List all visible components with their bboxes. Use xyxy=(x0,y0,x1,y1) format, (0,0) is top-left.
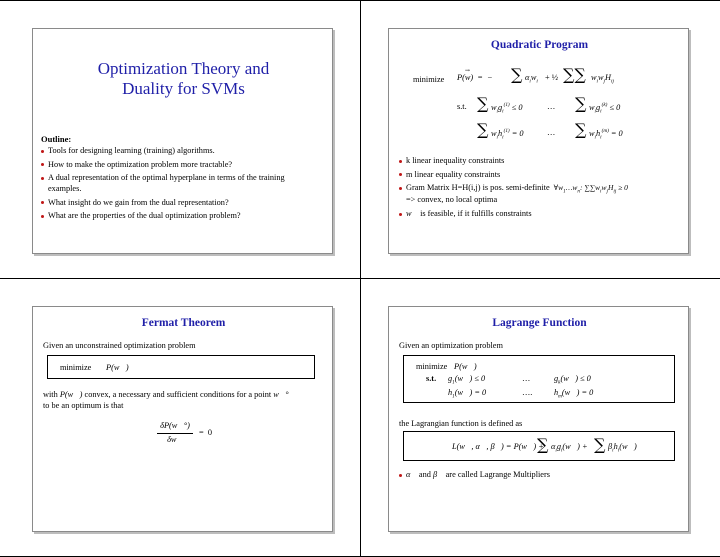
fraction-bar xyxy=(157,433,193,434)
slide-3-intro: Given an unconstrained optimization problem xyxy=(43,341,196,350)
box-objective: P(w⃗) xyxy=(106,363,129,372)
sum-symbol: ∑ xyxy=(575,120,587,139)
problem-box xyxy=(403,355,675,403)
g1-constraint: $g_1(w⃗) \le 0$ xyxy=(448,374,486,386)
plus-half: + ½ xyxy=(545,73,558,82)
constraint-inequality xyxy=(413,95,673,119)
ellipsis: … xyxy=(522,374,531,383)
multiplier-bullets xyxy=(399,470,684,484)
box-objective: P(w⃗) xyxy=(454,362,477,371)
convexity-text xyxy=(43,389,327,411)
objective-lhs: P(w → ) = − xyxy=(457,67,493,82)
qp-bullet xyxy=(399,209,684,220)
equals-zero: = 0 xyxy=(199,428,212,437)
condition-text: convex, a necessary and sufficient conditions for a point xyxy=(84,390,272,399)
slide-4 xyxy=(388,306,689,532)
qp-bullet: k linear inequality constraints xyxy=(399,156,684,167)
sum-symbol: ∑ xyxy=(594,435,606,454)
alpha-term: $\alpha_ig_i(w⃗)$ + xyxy=(551,442,588,454)
objective-formula xyxy=(413,65,673,93)
minimize-label: minimize xyxy=(413,75,445,84)
outline-label: Outline: xyxy=(41,134,72,144)
outline-list xyxy=(41,146,311,225)
box-st-label: s.t. xyxy=(426,374,437,383)
slide-2 xyxy=(388,28,689,254)
box-minimize-label: minimize xyxy=(416,362,448,371)
sum-symbol: ∑ xyxy=(511,65,523,84)
minimize-box xyxy=(47,355,315,379)
fermat-equation xyxy=(157,421,237,451)
lagrangian-lhs: L(w⃗, α⃗, β⃗) = P(w⃗) + xyxy=(452,442,544,451)
sum-symbol: ∑ xyxy=(477,120,489,139)
denominator: δw⃗ xyxy=(167,435,183,444)
sum-symbol: ∑ xyxy=(575,94,587,113)
equality-1: $w_ih_i^{(1)} = 0$ xyxy=(491,128,524,141)
outline-item: Tools for designing learning (training) algorithms. xyxy=(41,146,311,157)
objective-term-1: $\alpha_iw_i$ xyxy=(525,73,538,85)
ellipsis: …. xyxy=(522,388,533,397)
slide-3 xyxy=(32,306,333,532)
st-label: s.t. xyxy=(457,102,467,111)
optimum-text: to be an optimum is that xyxy=(43,401,124,411)
lagrangian-intro: the Lagrangian function is defined as xyxy=(399,419,523,428)
sum-symbol: ∑∑ xyxy=(563,65,586,84)
qp-bullet-continuation: => convex, no local optima xyxy=(406,195,498,205)
gram-text: Gram Matrix H=H(i,j) is pos. semi-definite xyxy=(406,183,550,193)
qp-bullet: m linear equality constraints xyxy=(399,170,684,181)
slide-4-title: Lagrange Function xyxy=(492,317,587,329)
slide-2-title: Quadratic Program xyxy=(490,39,589,51)
w-vector: w⃗ xyxy=(406,208,421,218)
title-line-2: Duality for SVMs xyxy=(122,79,245,98)
equality-m: $w_ih_i^{(m)} = 0$ xyxy=(589,128,623,141)
feasible-text: is feasible, if it fulfills constraints xyxy=(420,208,532,218)
box-minimize-label: minimize xyxy=(60,363,92,372)
h1-constraint: $h_1(w⃗) = 0$ xyxy=(448,388,487,400)
slide-1-title xyxy=(33,59,334,99)
lagrangian-box xyxy=(403,431,675,461)
slide-3-title: Fermat Theorem xyxy=(141,317,226,329)
alpha-vector: α⃗ xyxy=(406,470,417,479)
outline-item: What insight do we gain from the dual representation? xyxy=(41,198,311,209)
beta-term: $\beta_ih_i(w⃗)$ xyxy=(608,442,637,454)
beta-vector: β⃗ xyxy=(432,470,444,479)
w-star: w⃗° xyxy=(273,390,289,399)
qp-bullet xyxy=(399,183,684,195)
sum-symbol: ∑ xyxy=(537,435,549,454)
outline-item: How to make the optimization problem more tractable? xyxy=(41,160,311,171)
ellipsis: … xyxy=(547,128,556,137)
gk-constraint: $g_k(w⃗) \le 0$ xyxy=(554,374,591,386)
numerator: δP(w⃗°) xyxy=(160,421,190,430)
gram-condition: $\forall w_1\dots w_n$: $\sum\sum w_iw_jH_{ij} \ge 0$ xyxy=(551,183,628,195)
title-line-1: Optimization Theory and xyxy=(97,59,270,78)
ellipsis: … xyxy=(547,102,556,111)
inequality-1: $w_ig_i^{(1)} \le 0$ xyxy=(491,102,523,115)
qp-bullets xyxy=(399,156,684,222)
hm-constraint: $h_m(w⃗) = 0$ xyxy=(554,388,594,400)
and-text: and xyxy=(418,470,431,479)
objective-term-2: $w_iw_jH_{ij}$ xyxy=(591,73,614,85)
slide-4-intro: Given an optimization problem xyxy=(399,341,503,350)
outline-item: A dual representation of the optimal hyperplane in terms of the training examples. xyxy=(41,173,311,195)
p-of-w: P(w⃗) xyxy=(59,390,83,399)
with-label: with xyxy=(43,390,58,399)
multiplier-bullet xyxy=(399,470,684,481)
inequality-k: $w_ig_i^{(k)} \le 0$ xyxy=(589,102,621,115)
slide-1 xyxy=(32,28,333,254)
middle-divider-vertical xyxy=(360,0,361,557)
multipliers-text: are called Lagrange Multipliers xyxy=(445,470,550,479)
outline-item: What are the properties of the dual optimization problem? xyxy=(41,211,311,222)
constraint-equality xyxy=(413,121,673,145)
sum-symbol: ∑ xyxy=(477,94,489,113)
